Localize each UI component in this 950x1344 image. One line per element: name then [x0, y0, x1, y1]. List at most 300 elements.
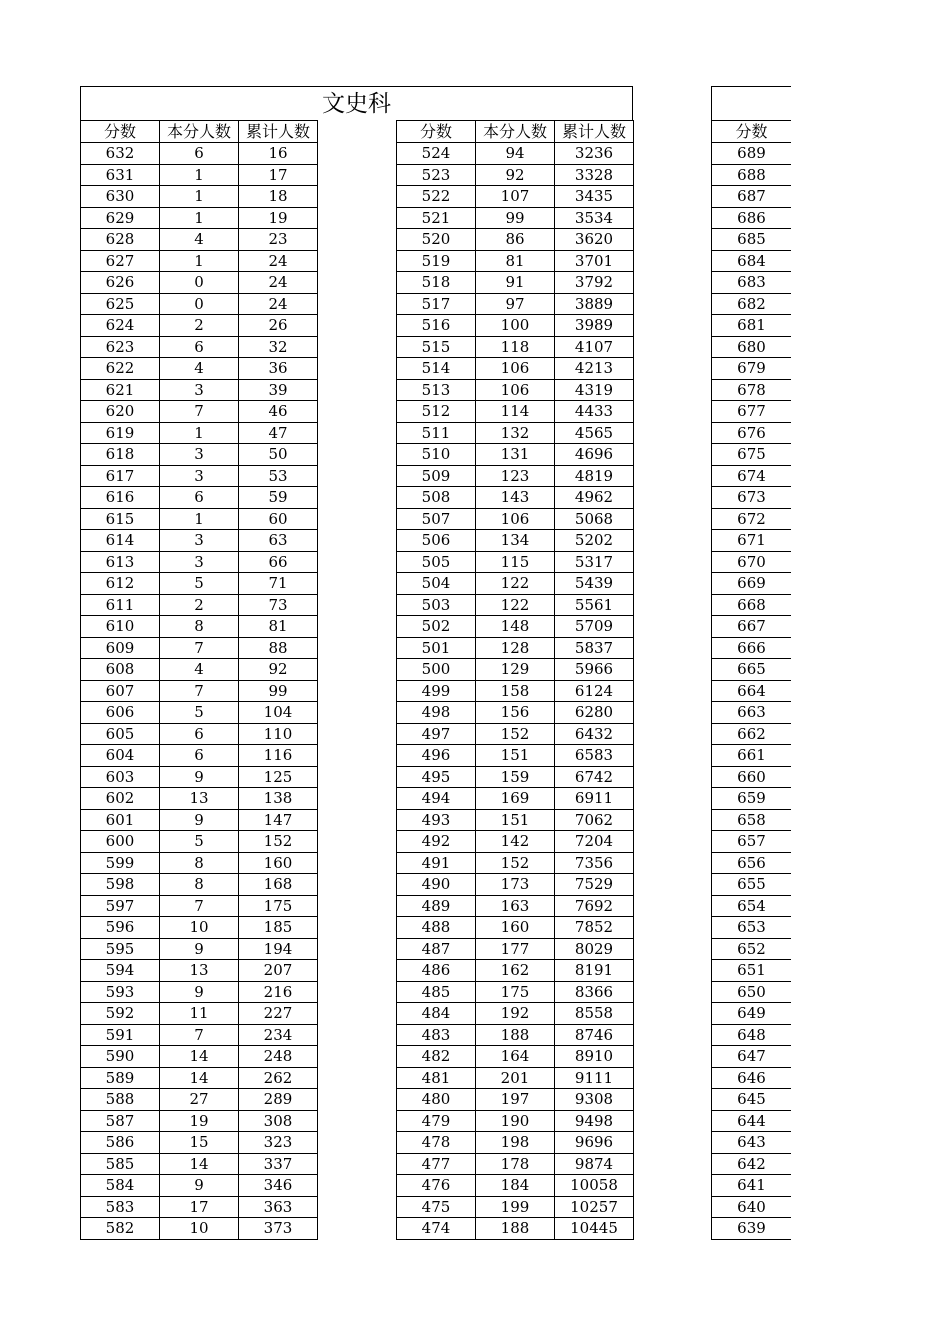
cumulative-cell: 7529 — [555, 874, 634, 896]
table-row — [81, 960, 318, 982]
table-row — [81, 487, 318, 509]
cumulative-cell: 10445 — [555, 1218, 634, 1240]
table-row — [397, 465, 634, 487]
count-cell: 188 — [476, 1024, 555, 1046]
score-cell: 632 — [81, 143, 160, 165]
table-row — [397, 207, 634, 229]
count-cell: 184 — [476, 1175, 555, 1197]
score-cell: 667 — [712, 616, 792, 638]
score-cell: 601 — [81, 809, 160, 831]
score-cell: 518 — [397, 272, 476, 294]
score-cell: 680 — [712, 336, 792, 358]
table-row — [712, 358, 792, 380]
score-header: 分数 — [712, 121, 792, 143]
score-cell: 524 — [397, 143, 476, 165]
cumulative-cell: 4962 — [555, 487, 634, 509]
table-row — [712, 960, 792, 982]
score-cell: 494 — [397, 788, 476, 810]
score-cell: 600 — [81, 831, 160, 853]
cumulative-cell: 6742 — [555, 766, 634, 788]
count-cell: 152 — [476, 852, 555, 874]
table-row — [712, 831, 792, 853]
score-cell: 484 — [397, 1003, 476, 1025]
count-cell: 6 — [160, 487, 239, 509]
count-cell: 11 — [160, 1003, 239, 1025]
score-cell: 598 — [81, 874, 160, 896]
score-cell: 503 — [397, 594, 476, 616]
count-cell: 178 — [476, 1153, 555, 1175]
score-cell: 628 — [81, 229, 160, 251]
count-cell: 7 — [160, 1024, 239, 1046]
cumulative-cell: 17 — [239, 164, 318, 186]
score-cell: 679 — [712, 358, 792, 380]
count-cell: 1 — [160, 164, 239, 186]
table-row — [712, 1132, 792, 1154]
count-header: 本分人数 — [160, 121, 239, 143]
cumulative-cell: 8910 — [555, 1046, 634, 1068]
table-row — [712, 1153, 792, 1175]
cumulative-cell: 248 — [239, 1046, 318, 1068]
score-cell: 504 — [397, 573, 476, 595]
score-cell: 490 — [397, 874, 476, 896]
count-cell: 1 — [160, 422, 239, 444]
table-row — [81, 1218, 318, 1240]
score-cell: 509 — [397, 465, 476, 487]
table-row — [397, 616, 634, 638]
cumulative-cell: 3534 — [555, 207, 634, 229]
cumulative-cell: 53 — [239, 465, 318, 487]
score-cell: 614 — [81, 530, 160, 552]
table-row — [81, 637, 318, 659]
table-row — [712, 143, 792, 165]
score-cell: 476 — [397, 1175, 476, 1197]
table-row — [397, 702, 634, 724]
cumulative-cell: 194 — [239, 938, 318, 960]
table-row — [81, 723, 318, 745]
cumulative-cell: 18 — [239, 186, 318, 208]
count-cell: 8 — [160, 616, 239, 638]
score-cell: 481 — [397, 1067, 476, 1089]
table-row — [397, 895, 634, 917]
count-cell: 81 — [476, 250, 555, 272]
score-cell: 604 — [81, 745, 160, 767]
table-row — [81, 379, 318, 401]
score-cell: 654 — [712, 895, 792, 917]
table-row — [712, 336, 792, 358]
cumulative-cell: 24 — [239, 293, 318, 315]
score-cell: 517 — [397, 293, 476, 315]
cumulative-cell: 8558 — [555, 1003, 634, 1025]
table-row — [81, 788, 318, 810]
cumulative-cell: 8191 — [555, 960, 634, 982]
table-row — [81, 1175, 318, 1197]
score-cell: 507 — [397, 508, 476, 530]
count-cell: 9 — [160, 938, 239, 960]
count-cell: 10 — [160, 917, 239, 939]
table-row — [712, 207, 792, 229]
count-cell: 106 — [476, 358, 555, 380]
table-row — [81, 852, 318, 874]
cumulative-cell: 7204 — [555, 831, 634, 853]
table-row — [81, 315, 318, 337]
cumulative-cell: 59 — [239, 487, 318, 509]
score-cell: 502 — [397, 616, 476, 638]
table-row — [81, 1089, 318, 1111]
score-cell: 505 — [397, 551, 476, 573]
table-row — [712, 551, 792, 573]
count-cell: 114 — [476, 401, 555, 423]
table-row — [397, 551, 634, 573]
table-row — [712, 444, 792, 466]
table-row — [397, 487, 634, 509]
table-row — [81, 766, 318, 788]
table-row — [397, 1046, 634, 1068]
cumulative-cell: 216 — [239, 981, 318, 1003]
table-row — [397, 508, 634, 530]
cumulative-cell: 3328 — [555, 164, 634, 186]
count-cell: 7 — [160, 895, 239, 917]
score-cell: 672 — [712, 508, 792, 530]
table-row — [81, 874, 318, 896]
cumulative-cell: 147 — [239, 809, 318, 831]
count-cell: 100 — [476, 315, 555, 337]
score-cell: 508 — [397, 487, 476, 509]
cumulative-cell: 3236 — [555, 143, 634, 165]
count-cell: 97 — [476, 293, 555, 315]
table-row — [712, 465, 792, 487]
count-cell: 5 — [160, 831, 239, 853]
score-cell: 489 — [397, 895, 476, 917]
table-row — [712, 315, 792, 337]
table-row — [397, 788, 634, 810]
left-header-row — [81, 121, 318, 143]
cumulative-cell: 289 — [239, 1089, 318, 1111]
count-cell: 7 — [160, 401, 239, 423]
table-row — [81, 422, 318, 444]
score-cell: 685 — [712, 229, 792, 251]
table-row — [81, 336, 318, 358]
score-cell: 511 — [397, 422, 476, 444]
table-row — [81, 680, 318, 702]
cumulative-cell: 262 — [239, 1067, 318, 1089]
score-cell: 609 — [81, 637, 160, 659]
cumulative-cell: 71 — [239, 573, 318, 595]
table-row — [712, 487, 792, 509]
table-row — [81, 465, 318, 487]
score-cell: 483 — [397, 1024, 476, 1046]
cumulative-cell: 125 — [239, 766, 318, 788]
count-cell: 156 — [476, 702, 555, 724]
table-row — [397, 1067, 634, 1089]
count-cell: 0 — [160, 293, 239, 315]
table-row — [397, 917, 634, 939]
table-row — [397, 1218, 634, 1240]
score-cell: 617 — [81, 465, 160, 487]
table-row — [712, 852, 792, 874]
count-cell: 17 — [160, 1196, 239, 1218]
count-cell: 8 — [160, 852, 239, 874]
count-cell: 92 — [476, 164, 555, 186]
cumulative-cell: 6432 — [555, 723, 634, 745]
table-row — [397, 444, 634, 466]
cumulative-cell: 4213 — [555, 358, 634, 380]
table-row — [81, 831, 318, 853]
cumulative-cell: 66 — [239, 551, 318, 573]
cumulative-cell: 88 — [239, 637, 318, 659]
table-row — [712, 702, 792, 724]
table-row — [81, 164, 318, 186]
score-cell: 616 — [81, 487, 160, 509]
table-row — [81, 616, 318, 638]
score-cell: 612 — [81, 573, 160, 595]
table-row — [712, 594, 792, 616]
table-row — [712, 1089, 792, 1111]
count-cell: 151 — [476, 809, 555, 831]
table-row — [81, 229, 318, 251]
score-cell: 682 — [712, 293, 792, 315]
cumulative-cell: 36 — [239, 358, 318, 380]
cumulative-cell: 234 — [239, 1024, 318, 1046]
score-cell: 645 — [712, 1089, 792, 1111]
table-row — [712, 186, 792, 208]
score-cell: 673 — [712, 487, 792, 509]
table-row — [397, 293, 634, 315]
table-row — [397, 1132, 634, 1154]
cumulative-cell: 5068 — [555, 508, 634, 530]
score-cell: 646 — [712, 1067, 792, 1089]
table-row — [712, 422, 792, 444]
table-row — [397, 680, 634, 702]
score-cell: 670 — [712, 551, 792, 573]
cumulative-cell: 3701 — [555, 250, 634, 272]
score-cell: 596 — [81, 917, 160, 939]
score-cell: 666 — [712, 637, 792, 659]
table-row — [397, 659, 634, 681]
table-row — [712, 379, 792, 401]
score-cell: 480 — [397, 1089, 476, 1111]
count-cell: 13 — [160, 788, 239, 810]
cumulative-cell: 7062 — [555, 809, 634, 831]
score-cell: 655 — [712, 874, 792, 896]
cumulative-cell: 6280 — [555, 702, 634, 724]
score-cell: 650 — [712, 981, 792, 1003]
table-row — [81, 1110, 318, 1132]
score-cell: 684 — [712, 250, 792, 272]
table-row — [712, 917, 792, 939]
table-row — [81, 444, 318, 466]
table-row — [81, 745, 318, 767]
table-row — [397, 530, 634, 552]
table-row — [712, 1196, 792, 1218]
score-cell: 592 — [81, 1003, 160, 1025]
table-row — [397, 874, 634, 896]
cumulative-cell: 3620 — [555, 229, 634, 251]
score-cell: 499 — [397, 680, 476, 702]
score-cell: 595 — [81, 938, 160, 960]
score-cell: 506 — [397, 530, 476, 552]
count-cell: 175 — [476, 981, 555, 1003]
score-cell: 587 — [81, 1110, 160, 1132]
cumulative-cell: 185 — [239, 917, 318, 939]
table-row — [712, 938, 792, 960]
cumulative-cell: 73 — [239, 594, 318, 616]
count-cell: 99 — [476, 207, 555, 229]
count-cell: 106 — [476, 379, 555, 401]
score-cell: 491 — [397, 852, 476, 874]
cumulative-cell: 175 — [239, 895, 318, 917]
count-cell: 148 — [476, 616, 555, 638]
table-row — [397, 960, 634, 982]
count-cell: 134 — [476, 530, 555, 552]
table-row — [397, 379, 634, 401]
count-cell: 3 — [160, 551, 239, 573]
score-cell: 652 — [712, 938, 792, 960]
count-cell: 8 — [160, 874, 239, 896]
cumulative-cell: 5561 — [555, 594, 634, 616]
cumulative-cell: 168 — [239, 874, 318, 896]
count-cell: 1 — [160, 186, 239, 208]
score-cell: 516 — [397, 315, 476, 337]
count-cell: 201 — [476, 1067, 555, 1089]
cumulative-cell: 7356 — [555, 852, 634, 874]
count-cell: 123 — [476, 465, 555, 487]
count-cell: 14 — [160, 1153, 239, 1175]
count-cell: 86 — [476, 229, 555, 251]
cumulative-cell: 47 — [239, 422, 318, 444]
count-cell: 9 — [160, 981, 239, 1003]
score-cell: 623 — [81, 336, 160, 358]
table-row — [397, 981, 634, 1003]
table-row — [397, 809, 634, 831]
cumulative-cell: 9111 — [555, 1067, 634, 1089]
cumulative-cell: 3989 — [555, 315, 634, 337]
table-row — [397, 723, 634, 745]
table-row — [397, 1024, 634, 1046]
table-row — [712, 530, 792, 552]
table-row — [397, 164, 634, 186]
score-cell: 495 — [397, 766, 476, 788]
cumulative-cell: 99 — [239, 680, 318, 702]
score-cell: 477 — [397, 1153, 476, 1175]
count-cell: 94 — [476, 143, 555, 165]
table-row — [712, 874, 792, 896]
table-row — [712, 508, 792, 530]
cumulative-cell: 10257 — [555, 1196, 634, 1218]
count-cell: 27 — [160, 1089, 239, 1111]
count-cell: 128 — [476, 637, 555, 659]
table-row — [397, 637, 634, 659]
score-cell: 497 — [397, 723, 476, 745]
cumulative-cell: 160 — [239, 852, 318, 874]
table-row — [397, 250, 634, 272]
count-cell: 9 — [160, 1175, 239, 1197]
cumulative-cell: 373 — [239, 1218, 318, 1240]
cumulative-cell: 138 — [239, 788, 318, 810]
cumulative-cell: 39 — [239, 379, 318, 401]
score-cell: 644 — [712, 1110, 792, 1132]
table-row — [81, 207, 318, 229]
score-cell: 498 — [397, 702, 476, 724]
score-cell: 474 — [397, 1218, 476, 1240]
score-cell: 640 — [712, 1196, 792, 1218]
score-cell: 586 — [81, 1132, 160, 1154]
table-row — [712, 1046, 792, 1068]
score-cell: 519 — [397, 250, 476, 272]
count-cell: 91 — [476, 272, 555, 294]
cumulative-cell: 227 — [239, 1003, 318, 1025]
score-cell: 514 — [397, 358, 476, 380]
table-row — [712, 616, 792, 638]
table-row — [397, 852, 634, 874]
count-cell: 15 — [160, 1132, 239, 1154]
cumulative-cell: 7852 — [555, 917, 634, 939]
second-title-cell — [711, 86, 791, 120]
score-cell: 597 — [81, 895, 160, 917]
count-cell: 106 — [476, 508, 555, 530]
table-row — [81, 1153, 318, 1175]
score-cell: 656 — [712, 852, 792, 874]
count-cell: 198 — [476, 1132, 555, 1154]
table-row — [712, 659, 792, 681]
count-cell: 118 — [476, 336, 555, 358]
middle-header-row — [397, 121, 634, 143]
count-cell: 6 — [160, 745, 239, 767]
table-row — [81, 272, 318, 294]
count-cell: 132 — [476, 422, 555, 444]
count-cell: 6 — [160, 336, 239, 358]
table-row — [712, 637, 792, 659]
score-cell: 668 — [712, 594, 792, 616]
cumulative-cell: 9874 — [555, 1153, 634, 1175]
score-cell: 627 — [81, 250, 160, 272]
score-cell: 658 — [712, 809, 792, 831]
cumulative-cell: 5317 — [555, 551, 634, 573]
table-row — [712, 723, 792, 745]
count-cell: 159 — [476, 766, 555, 788]
cumulative-cell: 5202 — [555, 530, 634, 552]
cumulative-cell: 4819 — [555, 465, 634, 487]
score-cell: 630 — [81, 186, 160, 208]
score-cell: 688 — [712, 164, 792, 186]
table-row — [397, 272, 634, 294]
score-cell: 523 — [397, 164, 476, 186]
count-cell: 1 — [160, 207, 239, 229]
cumulative-cell: 5709 — [555, 616, 634, 638]
cumulative-cell: 8746 — [555, 1024, 634, 1046]
table-row — [81, 809, 318, 831]
table-row — [712, 293, 792, 315]
table-row — [81, 551, 318, 573]
score-cell: 602 — [81, 788, 160, 810]
score-cell: 675 — [712, 444, 792, 466]
score-cell: 689 — [712, 143, 792, 165]
score-cell: 482 — [397, 1046, 476, 1068]
count-cell: 197 — [476, 1089, 555, 1111]
count-cell: 3 — [160, 530, 239, 552]
table-row — [712, 250, 792, 272]
cumulative-cell: 92 — [239, 659, 318, 681]
score-cell: 624 — [81, 315, 160, 337]
score-cell: 513 — [397, 379, 476, 401]
table-row — [81, 573, 318, 595]
count-cell: 164 — [476, 1046, 555, 1068]
score-cell: 625 — [81, 293, 160, 315]
score-cell: 686 — [712, 207, 792, 229]
cumulative-cell: 46 — [239, 401, 318, 423]
count-cell: 14 — [160, 1046, 239, 1068]
cumulative-cell: 323 — [239, 1132, 318, 1154]
score-cell: 589 — [81, 1067, 160, 1089]
